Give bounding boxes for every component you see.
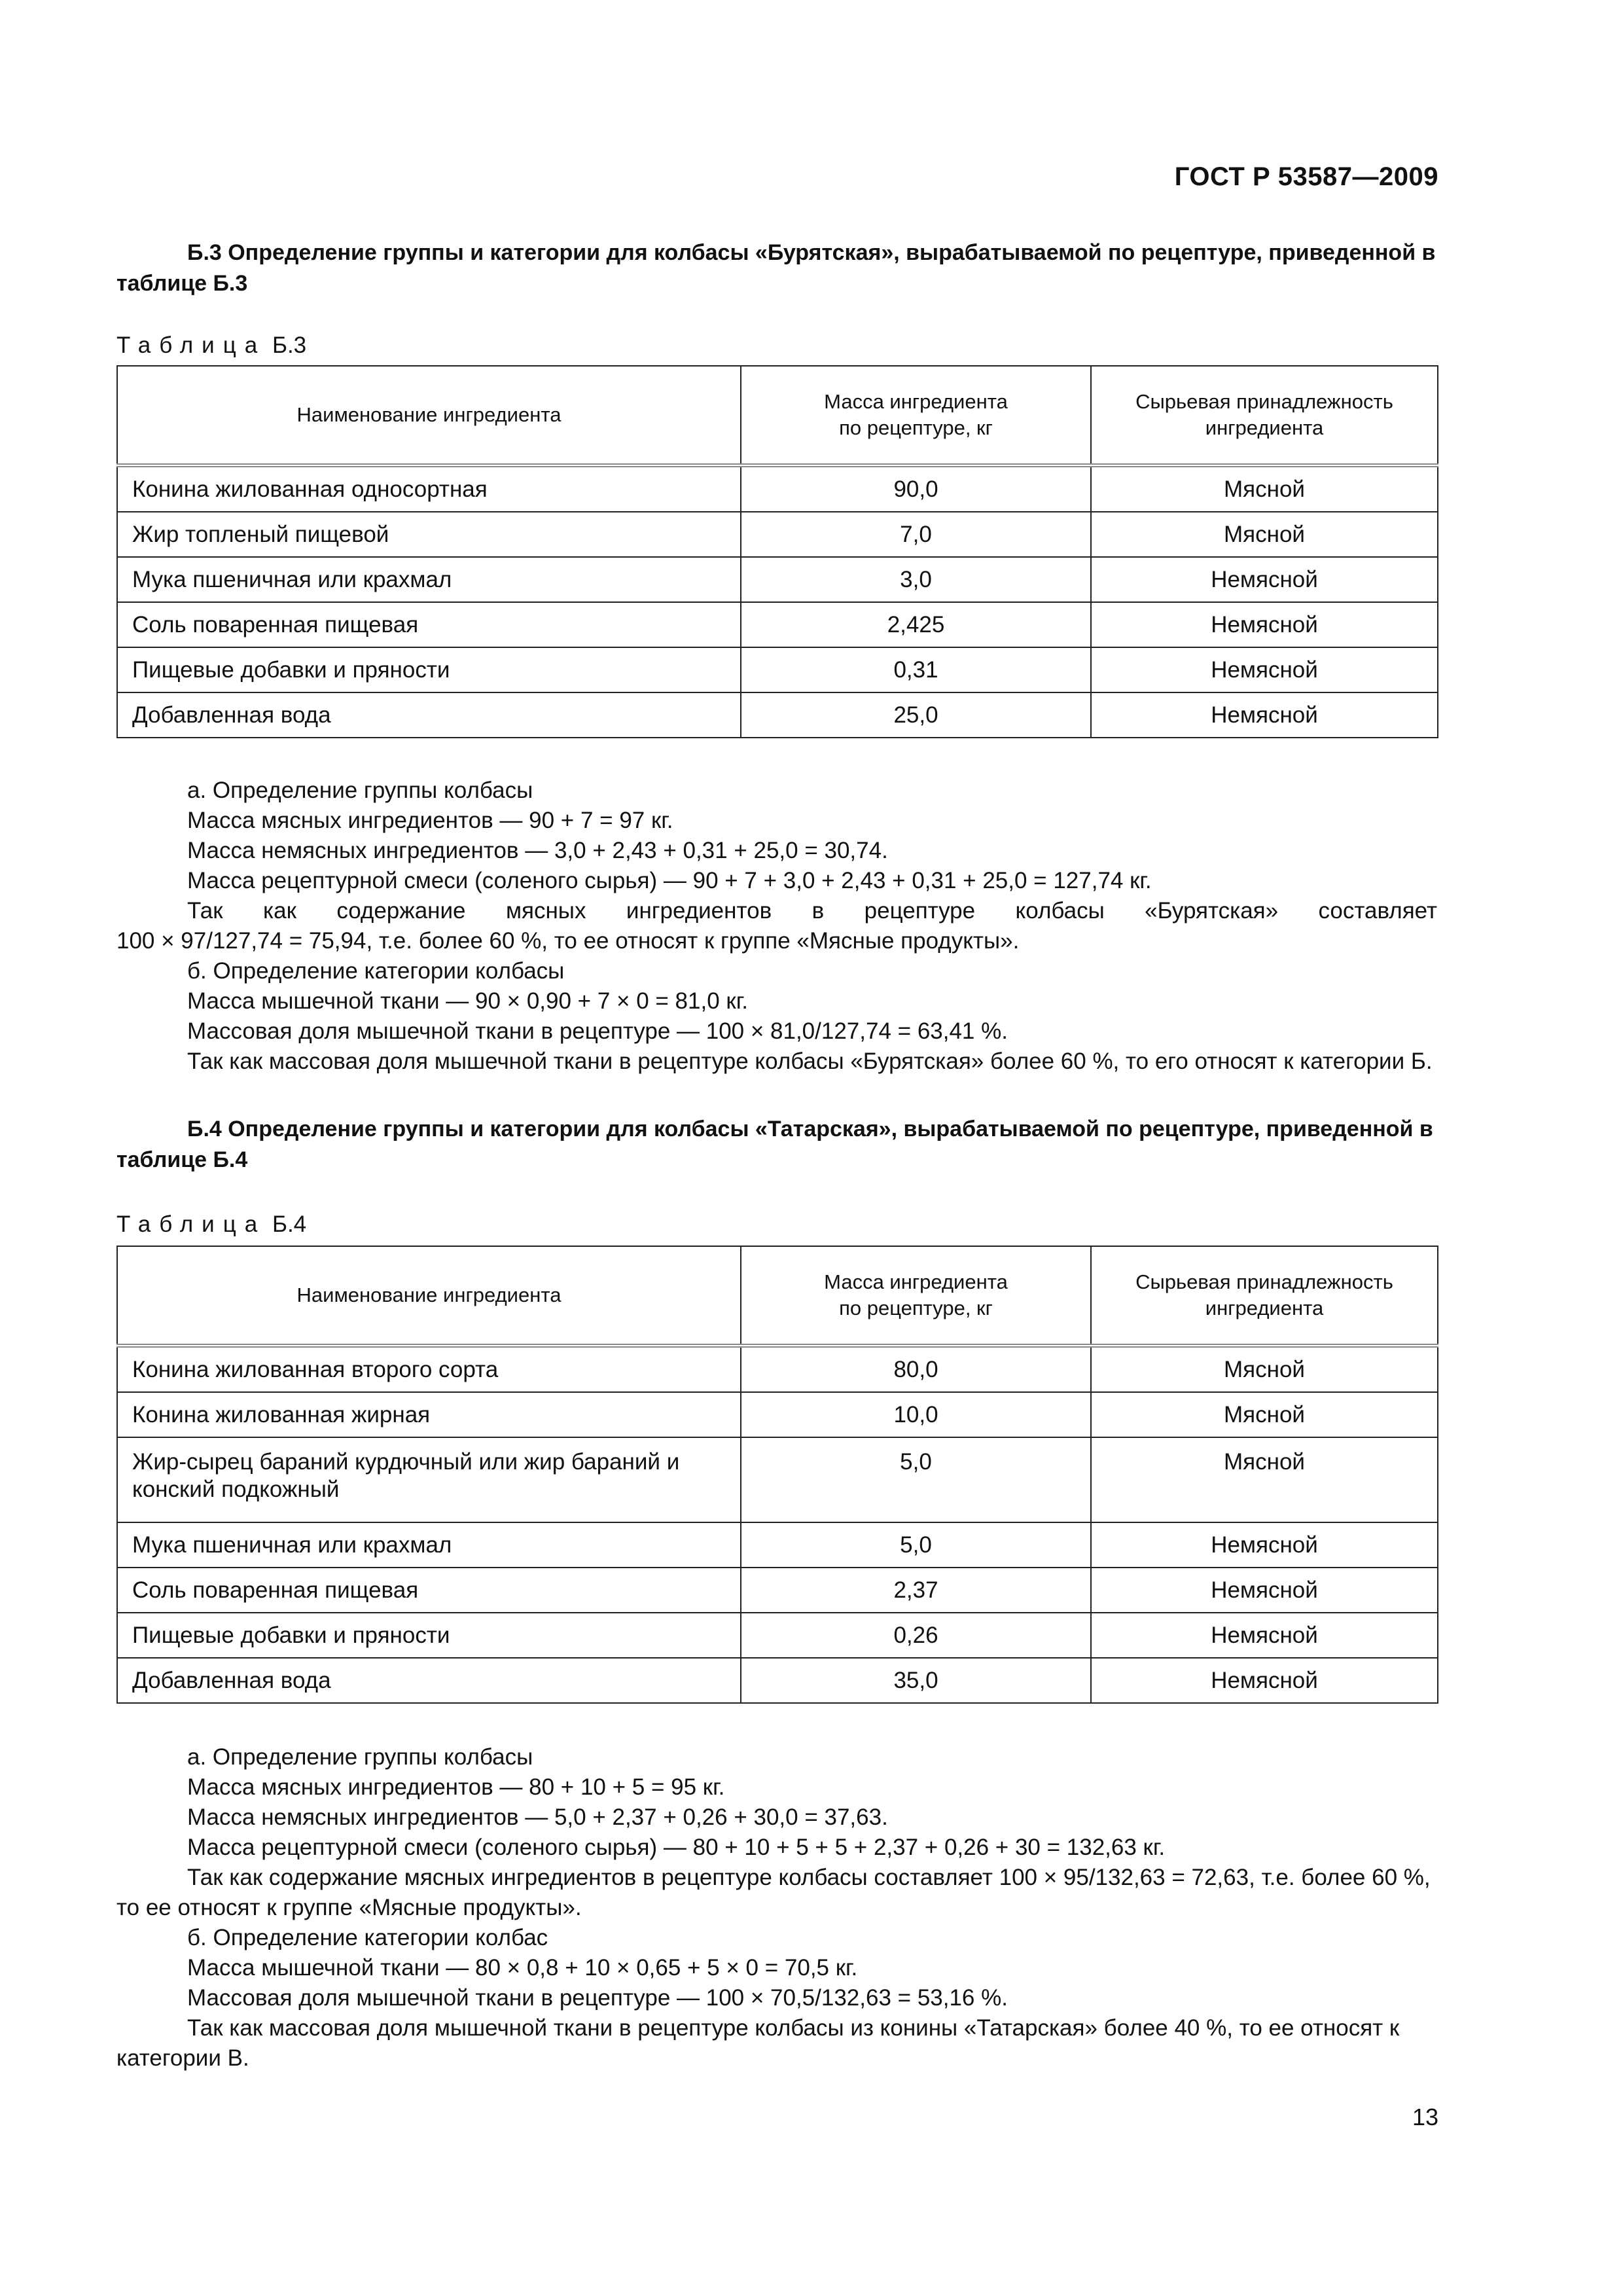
section-b4-heading-text: Б.4 Определение группы и категории для колбасы «Татарская», вырабатываемой по рецептуре, приведенной в таблице Б.4 bbox=[116, 1117, 1433, 1172]
cell-mass: 3,0 bbox=[741, 557, 1091, 602]
cell-mass: 10,0 bbox=[741, 1392, 1091, 1437]
calc-line: Так как массовая доля мышечной ткани в рецептуре колбасы из конины «Татарская» более 40 %, то ее относят к категории В. bbox=[116, 2015, 1400, 2071]
cell-mass: 2,425 bbox=[741, 602, 1091, 647]
table-b4-caption bbox=[116, 1211, 306, 1238]
cell-category: Мясной bbox=[1091, 465, 1438, 512]
table-row bbox=[117, 692, 1438, 738]
cell-category: Мясной bbox=[1091, 1346, 1438, 1392]
calc-line: Масса немясных ингредиентов — 3,0 + 2,43 + 0,31 + 25,0 = 30,74. bbox=[187, 838, 888, 863]
table-row bbox=[117, 512, 1438, 557]
table-row bbox=[117, 1568, 1438, 1613]
table-header-row bbox=[117, 366, 1438, 465]
table-row bbox=[117, 465, 1438, 512]
cell-ingredient: Жир топленый пищевой bbox=[117, 512, 741, 557]
cell-mass: 0,31 bbox=[741, 647, 1091, 692]
calc-line: Так как содержание мясных ингредиентов в рецептуре колбасы составляет 100 × 95/132,63 = 72,63, т.е. более 60 %, то ее относят к группе «Мясные продукты». bbox=[116, 1865, 1431, 1920]
table-b3-caption bbox=[116, 332, 306, 359]
header-mass: Масса ингредиента по рецептуре, кг bbox=[741, 366, 1091, 465]
calc-line: Масса мышечной ткани — 80 × 0,8 + 10 × 0,65 + 5 × 0 = 70,5 кг. bbox=[187, 1955, 858, 1981]
cell-mass: 35,0 bbox=[741, 1658, 1091, 1703]
section-b3-heading bbox=[116, 238, 1436, 299]
cell-mass: 5,0 bbox=[741, 1437, 1091, 1522]
calc-line: 100 × 97/127,74 = 75,94, т.е. более 60 %, то ее относят к группе «Мясные продукты». bbox=[116, 928, 1020, 954]
table-caption-number: Б.3 bbox=[272, 332, 307, 358]
table-row bbox=[117, 1392, 1438, 1437]
cell-category: Немясной bbox=[1091, 692, 1438, 738]
calc-line: Масса немясных ингредиентов — 5,0 + 2,37 + 0,26 + 30,0 = 37,63. bbox=[187, 1804, 888, 1830]
header-raw-category: Сырьевая принадлежность ингредиента bbox=[1091, 1246, 1438, 1346]
cell-category: Мясной bbox=[1091, 1392, 1438, 1437]
cell-mass: 25,0 bbox=[741, 692, 1091, 738]
calc-line: б. Определение категории колбас bbox=[187, 1925, 548, 1950]
cell-category: Немясной bbox=[1091, 602, 1438, 647]
calc-line: Масса мясных ингредиентов — 90 + 7 = 97 кг. bbox=[187, 808, 673, 833]
calc-line: Масса рецептурной смеси (соленого сырья) — 80 + 10 + 5 + 5 + 2,37 + 0,26 + 30 = 132,63 кг. bbox=[187, 1835, 1166, 1860]
cell-mass: 2,37 bbox=[741, 1568, 1091, 1613]
section-b4-heading bbox=[116, 1114, 1436, 1175]
table-b3 bbox=[116, 365, 1438, 738]
cell-ingredient: Мука пшеничная или крахмал bbox=[117, 1522, 741, 1568]
header-ingredient-name: Наименование ингредиента bbox=[117, 366, 741, 465]
calc-line: а. Определение группы колбасы bbox=[187, 778, 533, 803]
table-b4 bbox=[116, 1246, 1438, 1704]
header-mass: Масса ингредиента по рецептуре, кг bbox=[741, 1246, 1091, 1346]
cell-category: Немясной bbox=[1091, 1522, 1438, 1568]
header-ingredient-name: Наименование ингредиента bbox=[117, 1246, 741, 1346]
table-row bbox=[117, 602, 1438, 647]
calc-line: Массовая доля мышечной ткани в рецептуре — 100 × 81,0/127,74 = 63,41 %. bbox=[187, 1018, 1008, 1044]
cell-ingredient: Соль поваренная пищевая bbox=[117, 602, 741, 647]
cell-ingredient: Добавленная вода bbox=[117, 692, 741, 738]
cell-category: Немясной bbox=[1091, 1658, 1438, 1703]
cell-category: Мясной bbox=[1091, 512, 1438, 557]
calc-line: Масса мясных ингредиентов — 80 + 10 + 5 = 95 кг. bbox=[187, 1774, 725, 1800]
calc-line: Так как содержание мясных ингредиентов в рецептуре колбасы «Бурятская» составляет bbox=[187, 898, 1437, 924]
cell-ingredient: Пищевые добавки и пряности bbox=[117, 647, 741, 692]
cell-ingredient: Жир-сырец бараний курдючный или жир бараний и конский подкожный bbox=[117, 1437, 741, 1522]
calc-line: а. Определение группы колбасы bbox=[187, 1744, 533, 1770]
cell-mass: 0,26 bbox=[741, 1613, 1091, 1658]
page-number: 13 bbox=[1412, 2104, 1438, 2130]
calculation-b3 bbox=[116, 776, 1437, 1077]
table-caption-word: Таблица bbox=[116, 332, 266, 358]
cell-mass: 5,0 bbox=[741, 1522, 1091, 1568]
table-row bbox=[117, 557, 1438, 602]
cell-ingredient: Конина жилованная односортная bbox=[117, 465, 741, 512]
calc-line: б. Определение категории колбасы bbox=[187, 958, 565, 984]
header-raw-category: Сырьевая принадлежность ингредиента bbox=[1091, 366, 1438, 465]
calc-line: Масса мышечной ткани — 90 × 0,90 + 7 × 0 = 81,0 кг. bbox=[187, 988, 748, 1014]
cell-mass: 80,0 bbox=[741, 1346, 1091, 1392]
cell-ingredient: Мука пшеничная или крахмал bbox=[117, 557, 741, 602]
table-row bbox=[117, 1522, 1438, 1568]
cell-category: Немясной bbox=[1091, 1568, 1438, 1613]
cell-ingredient: Конина жилованная второго сорта bbox=[117, 1346, 741, 1392]
cell-mass: 7,0 bbox=[741, 512, 1091, 557]
cell-ingredient: Соль поваренная пищевая bbox=[117, 1568, 741, 1613]
cell-category: Немясной bbox=[1091, 557, 1438, 602]
table-row bbox=[117, 1613, 1438, 1658]
section-b3-heading-text: Б.3 Определение группы и категории для колбасы «Бурятская», вырабатываемой по рецептуре, приведенной в таблице Б.3 bbox=[116, 240, 1436, 296]
cell-ingredient: Добавленная вода bbox=[117, 1658, 741, 1703]
table-header-row bbox=[117, 1246, 1438, 1346]
cell-category: Немясной bbox=[1091, 1613, 1438, 1658]
cell-category: Немясной bbox=[1091, 647, 1438, 692]
calc-line: Так как массовая доля мышечной ткани в рецептуре колбасы «Бурятская» более 60 %, то его относят к категории Б. bbox=[187, 1049, 1433, 1074]
calc-line: Массовая доля мышечной ткани в рецептуре — 100 × 70,5/132,63 = 53,16 %. bbox=[187, 1985, 1008, 2011]
table-row bbox=[117, 1346, 1438, 1392]
document-id: ГОСТ Р 53587—2009 bbox=[1174, 162, 1438, 191]
table-row bbox=[117, 647, 1438, 692]
calc-line: Масса рецептурной смеси (соленого сырья) — 90 + 7 + 3,0 + 2,43 + 0,31 + 25,0 = 127,74 кг. bbox=[187, 868, 1152, 893]
table-row bbox=[117, 1658, 1438, 1703]
cell-category: Мясной bbox=[1091, 1437, 1438, 1522]
cell-ingredient: Конина жилованная жирная bbox=[117, 1392, 741, 1437]
calculation-b4 bbox=[116, 1742, 1437, 2073]
table-caption-word: Таблица bbox=[116, 1211, 266, 1237]
cell-mass: 90,0 bbox=[741, 465, 1091, 512]
table-caption-number: Б.4 bbox=[272, 1211, 307, 1237]
cell-ingredient: Пищевые добавки и пряности bbox=[117, 1613, 741, 1658]
table-row bbox=[117, 1437, 1438, 1522]
